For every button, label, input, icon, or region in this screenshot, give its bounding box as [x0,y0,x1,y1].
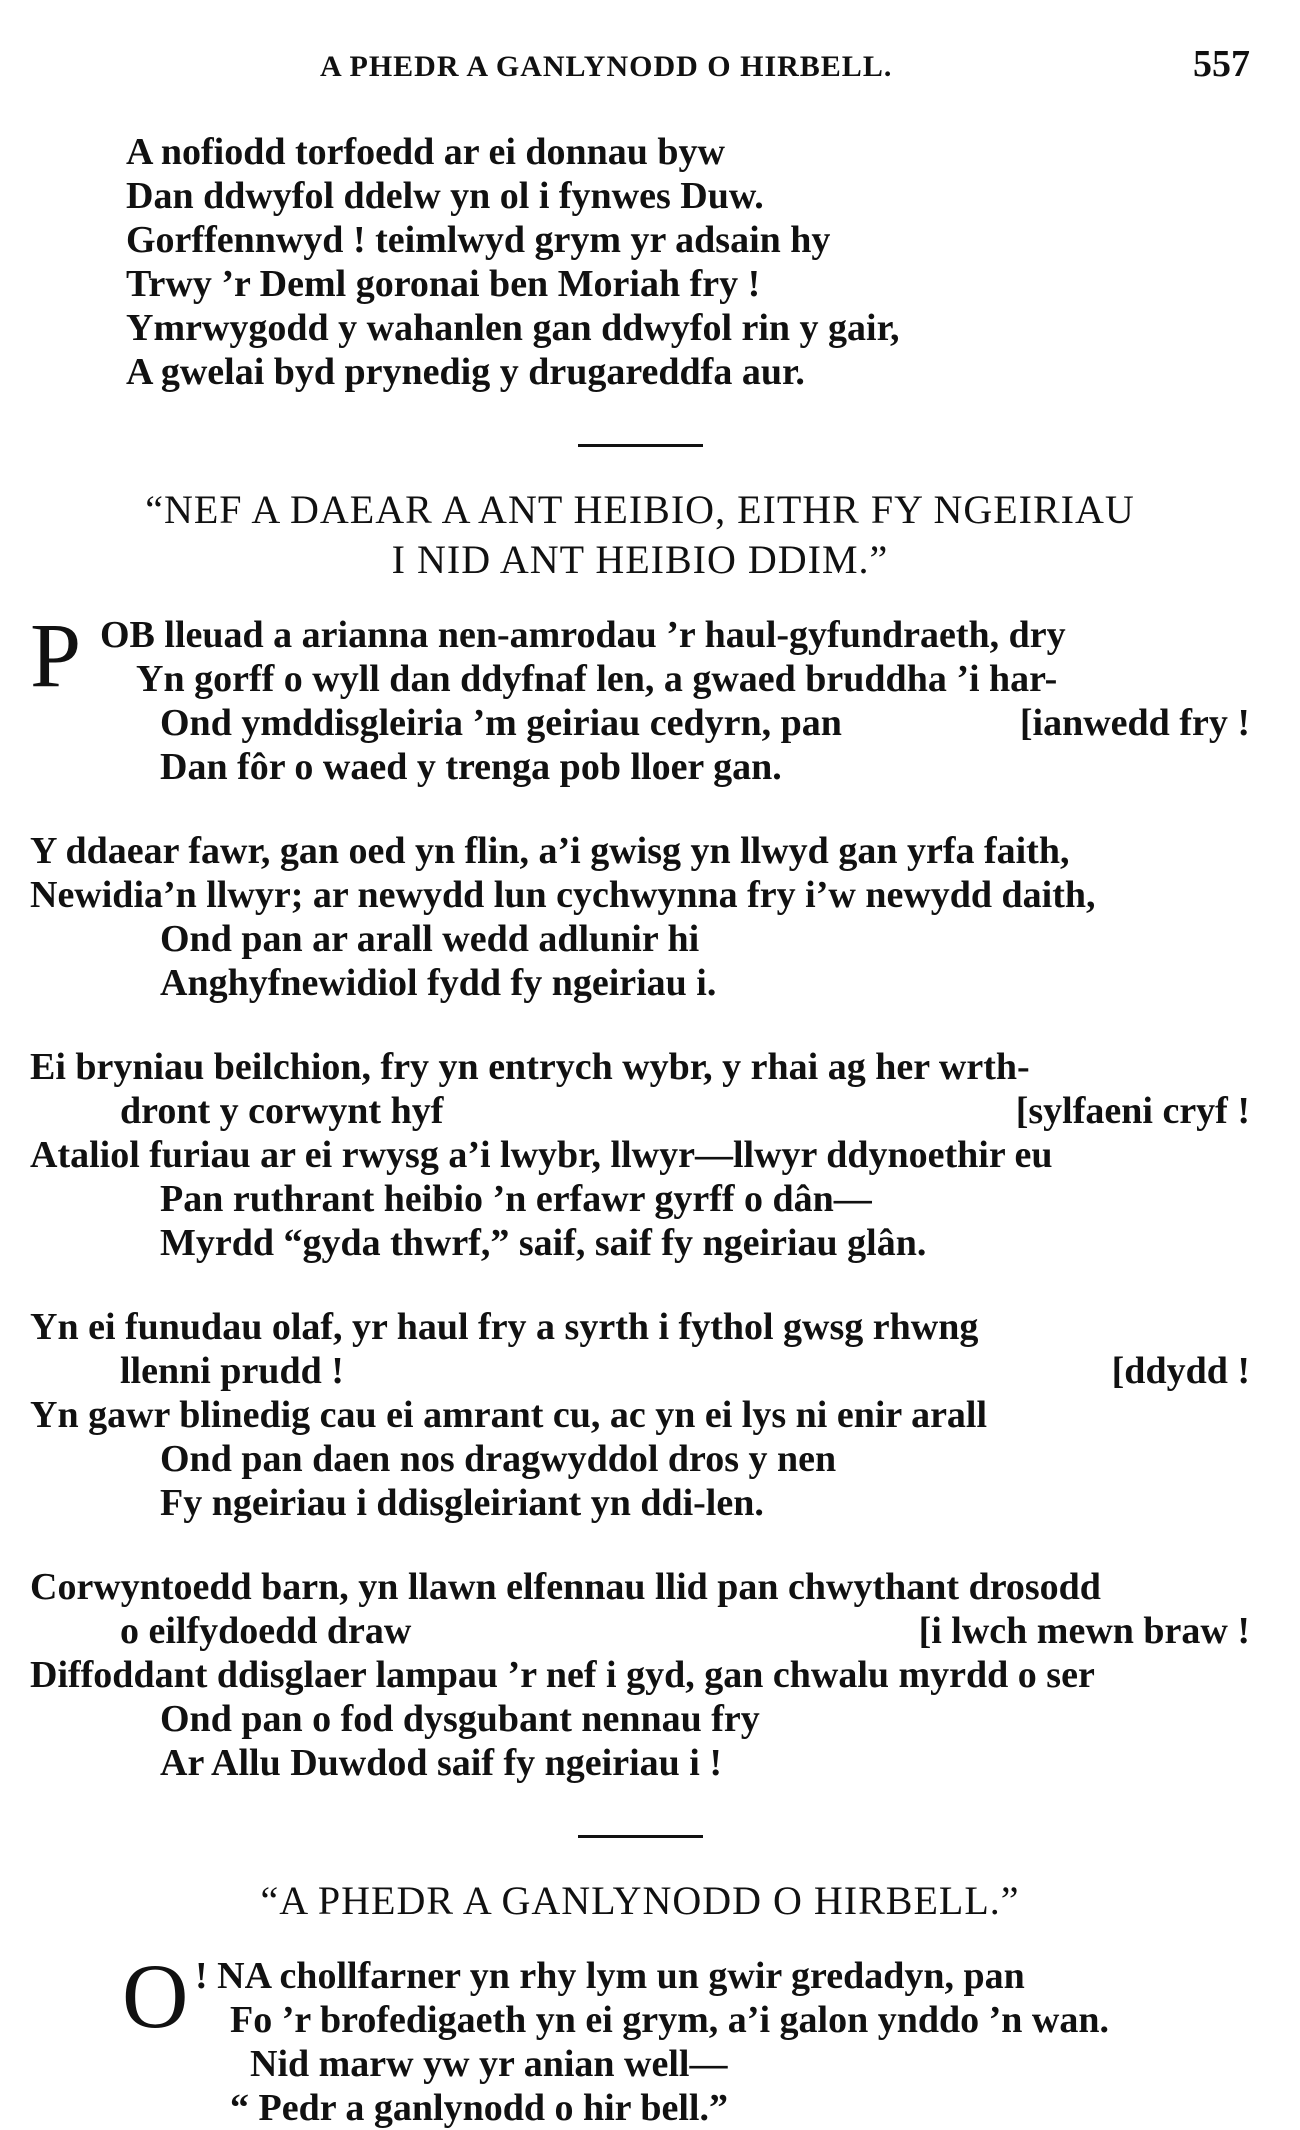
poem1-stanza-4 [30,1305,1250,1525]
verse-line: A nofiodd torfoedd ar ei donnau byw [126,131,725,173]
verse-line: Ar Allu Duwdod saif fy ngeiriau i ! [160,1742,722,1784]
verse-line: Diffoddant ddisglaer lampau ’r nef i gyd, gan chwalu myrdd o ser [30,1654,1095,1696]
verse-line-main: o eilfydoedd draw [120,1610,412,1652]
verse-line: Dan ddwyfol ddelw yn ol i fynwes Duw. [126,175,764,217]
verse-line: “ Pedr a ganlynodd o hir bell.” [230,2087,728,2129]
verse-line: Yn gawr blinedig cau ei amrant cu, ac yn ei lys ni enir arall [30,1394,988,1436]
verse-line: A gwelai byd prynedig y drugareddfa aur. [126,351,805,393]
poem1-stanza-5 [30,1565,1250,1785]
verse-line-main: dront y corwynt hyf [120,1090,444,1132]
verse-line: Fo ’r brofedigaeth yn ei grym, a’i galon ynddo ’n wan. [230,1999,1109,2041]
verse-line: Newidia’n llwyr; ar newydd lun cychwynna fry i’w newydd daith, [30,874,1096,916]
verse-line [30,1349,1250,1393]
poem1-title-line: “NEF A DAEAR A ANT HEIBIO, EITHR FY NGEIRIAU [145,487,1135,532]
page-number: 557 [1193,43,1250,85]
verse-line-turnover: [i lwch mewn braw ! [918,1610,1250,1652]
verse-line: Fy ngeiriau i ddisgleiriant yn ddi-len. [160,1482,764,1524]
poem2-title: “A PHEDR A GANLYNODD O HIRBELL.” [260,1878,1020,1923]
verse-line: Ataliol furiau ar ei rwysg a’i lwybr, llwyr—llwyr ddynoethir eu [30,1134,1053,1176]
verse-line: Trwy ’r Deml goronai ben Moriah fry ! [126,263,761,305]
verse-line: Yn ei funudau olaf, yr haul fry a syrth i fythol gwsg rhwng [30,1306,979,1348]
drop-cap: O [122,1945,189,2047]
verse-line: Ond pan daen nos dragwyddol dros y nen [160,1438,837,1480]
verse-line-turnover: [ddydd ! [1111,1350,1250,1392]
verse-line: Myrdd “gyda thwrf,” saif, saif fy ngeiriau glân. [160,1222,927,1264]
poem1-title [30,485,1250,585]
verse-line: Corwyntoedd barn, yn llawn elfennau llid pan chwythant drosodd [30,1566,1101,1608]
verse-line: OB lleuad a arianna nen-amrodau ’r haul-gyfundraeth, dry [100,614,1066,656]
running-head: A PHEDR A GANLYNODD O HIRBELL. [320,50,893,83]
verse-line: Nid marw yw yr anian well— [250,2043,728,2085]
verse-line [30,1089,1250,1133]
opening-stanza [30,130,1250,394]
verse-line-main: Ond ymddisgleiria ’m geiriau cedyrn, pan [160,702,842,744]
verse-line: Ymrwygodd y wahanlen gan ddwyfol rin y gair, [126,307,900,349]
verse-line: Dan fôr o waed y trenga pob lloer gan. [160,746,782,788]
verse-line: Yn gorff o wyll dan ddyfnaf len, a gwaed bruddha ’i har- [136,658,1058,700]
section-divider [578,444,703,447]
verse-line: Ei bryniau beilchion, fry yn entrych wybr, y rhai ag her wrth- [30,1046,1030,1088]
poem1-stanza-1 [30,604,1250,789]
verse-line: Pan ruthrant heibio ’n erfawr gyrff o dân— [160,1178,872,1220]
verse-line: Ond pan ar arall wedd adlunir hi [160,918,700,960]
poem1-title-line: I NID ANT HEIBIO DDIM.” [391,537,889,582]
verse-line: Anghyfnewidiol fydd fy ngeiriau i. [160,962,717,1004]
poem1-stanza-3 [30,1045,1250,1265]
verse-line: Gorffennwyd ! teimlwyd grym yr adsain hy [126,219,831,261]
poem2-stanza [30,1945,1250,2130]
verse-line [30,701,1250,745]
verse-line: Ond pan o fod dysgubant nennau fry [160,1698,760,1740]
drop-cap: P [30,604,82,706]
verse-line-turnover: [sylfaeni cryf ! [1015,1090,1250,1132]
page-body [30,130,1250,2130]
poem1-stanza-2 [30,829,1250,1005]
verse-line-main: llenni prudd ! [120,1350,344,1392]
verse-line-turnover: [ianwedd fry ! [1019,702,1250,744]
page-header [30,40,1250,100]
verse-line [30,1609,1250,1653]
verse-line: Y ddaear fawr, gan oed yn flin, a’i gwisg yn llwyd gan yrfa faith, [30,830,1070,872]
verse-line: ! NA chollfarner yn rhy lym un gwir gredadyn, pan [195,1955,1025,1997]
section-divider [578,1835,703,1838]
